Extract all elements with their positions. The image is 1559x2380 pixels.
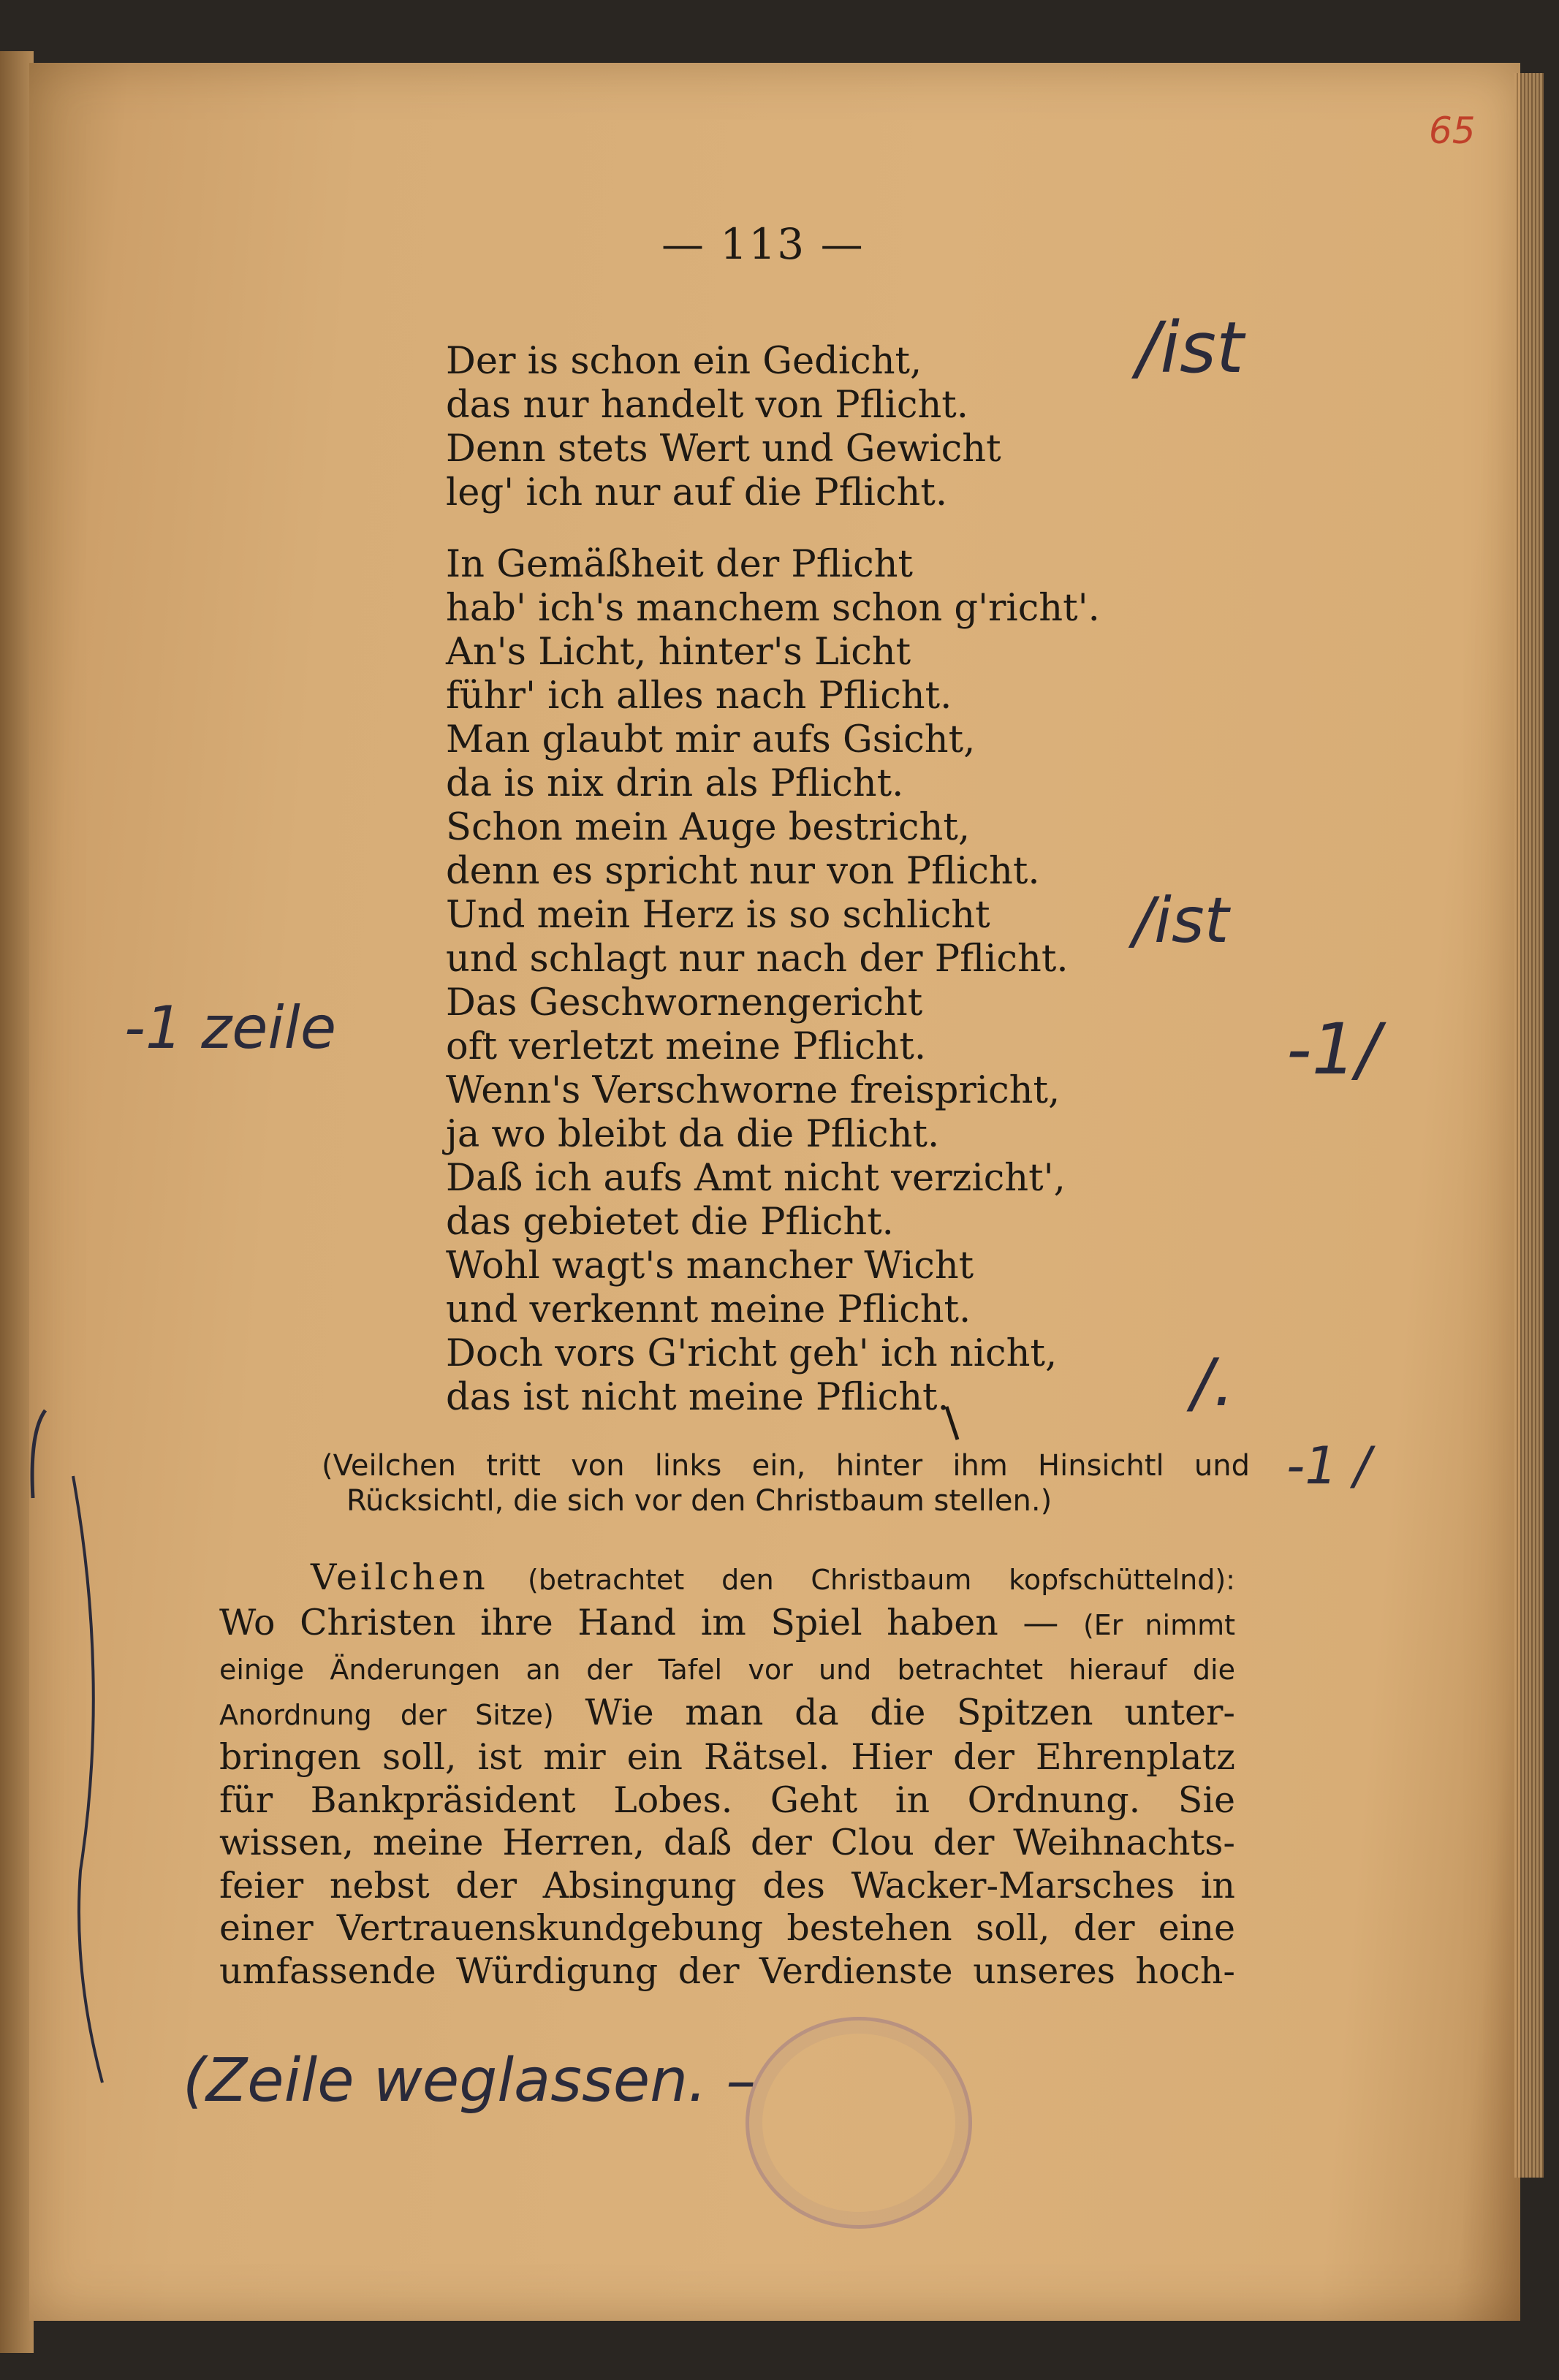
page-edges — [1514, 73, 1544, 2178]
stage-direction-inline: Anordnung der Sitze) — [219, 1698, 554, 1731]
poem-line: und verkennt meine Pflicht. — [446, 1288, 971, 1331]
poem-line: Daß ich aufs Amt nicht verzicht', — [446, 1157, 1066, 1200]
handwritten-note-period: /. — [1191, 1345, 1234, 1421]
poem-line: Wohl wagt's mancher Wicht — [446, 1244, 974, 1288]
handwritten-note-bottom: (Zeile weglassen. – — [183, 2046, 756, 2115]
speech-text: Wie man da die Spitzen unter- — [585, 1691, 1235, 1733]
stage-direction-line: (Veilchen tritt von links ein, hinter ihm Hinsichtl und — [322, 1449, 1250, 1483]
poem-line: Man glaubt mir aufs Gsicht, — [446, 718, 976, 761]
prose-line: umfassende Würdigung der Verdienste unseres hoch- — [219, 1950, 1235, 1992]
poem-line: das gebietet die Pflicht. — [446, 1201, 894, 1244]
poem-line: Denn stets Wert und Gewicht — [446, 427, 1001, 471]
poem-line: leg' ich nur auf die Pflicht. — [446, 471, 948, 514]
prose-line — [219, 1556, 1235, 1602]
poem-line: Wenn's Verschworne freispricht, — [446, 1069, 1061, 1112]
stage-direction-line: Rücksichtl, die sich vor den Christbaum stellen.) — [346, 1484, 1052, 1518]
poem-line: da is nix drin als Pflicht. — [446, 762, 904, 805]
poem-line: Der is schon ein Gedicht, — [446, 340, 922, 383]
stage-direction — [322, 1448, 1250, 1518]
poem-line: das nur handelt von Pflicht. — [446, 384, 968, 427]
page-number: — 113 — — [661, 219, 865, 269]
poem-stanza-2 — [446, 543, 1286, 1420]
prose-line — [219, 1602, 1235, 1647]
poem-line: und schlagt nur nach der Pflicht. — [446, 938, 1069, 981]
handwritten-note-correction: -1 / — [1286, 1436, 1371, 1496]
speaker-name: Veilchen — [311, 1556, 488, 1598]
poem-line: Das Geschwornengericht — [446, 981, 923, 1024]
poem-line: denn es spricht nur von Pflicht. — [446, 850, 1040, 893]
library-stamp — [746, 2017, 972, 2229]
handwritten-note-ist: /ist — [1137, 307, 1244, 389]
handwritten-note-correction: -1/ — [1286, 1008, 1381, 1090]
poem-line: Schon mein Auge bestricht, — [446, 806, 971, 849]
handwritten-note-ist: /ist — [1133, 884, 1229, 957]
poem-line: ja wo bleibt da die Pflicht. — [446, 1113, 940, 1156]
poem-line: oft verletzt meine Pflicht. — [446, 1025, 927, 1068]
folio-number: 65 — [1429, 110, 1476, 152]
handwritten-note-zeile: -1 zeile — [124, 994, 337, 1062]
prose-line: für Bankpräsident Lobes. Geht in Ordnung. Sie — [219, 1779, 1235, 1821]
stage-direction-inline: (Er nimmt — [1082, 1608, 1236, 1641]
prose-line: feier nebst der Absingung des Wacker-Marsches in — [219, 1864, 1235, 1906]
poem-line: An's Licht, hinter's Licht — [446, 631, 911, 674]
poem-line: führ' ich alles nach Pflicht. — [446, 674, 952, 718]
speech-text: Wo Christen ihre Hand im Spiel haben — — [219, 1601, 1059, 1643]
prose-line: bringen soll, ist mir ein Rätsel. Hier der Ehrenplatz — [219, 1736, 1235, 1778]
prose-line: wissen, meine Herren, daß der Clou der Weihnachts- — [219, 1822, 1235, 1863]
prose-line: einer Vertrauenskundgebung bestehen soll, der eine — [219, 1907, 1235, 1949]
poem-line: das ist nicht meine Pflicht. — [446, 1376, 949, 1419]
prose-line — [219, 1692, 1235, 1737]
stage-direction-inline: einige Änderungen an der Tafel vor und betrachtet hierauf die — [219, 1654, 1235, 1686]
poem-line: Doch vors G'richt geh' ich nicht, — [446, 1332, 1058, 1375]
stage-direction-inline: (betrachtet den Christbaum kopfschüttelnd): — [528, 1564, 1235, 1596]
prose-line — [219, 1646, 1235, 1692]
poem-line: hab' ich's manchem schon g'richt'. — [446, 587, 1100, 630]
prose-speech — [219, 1556, 1235, 1993]
poem-line: In Gemäßheit der Pflicht — [446, 543, 913, 586]
poem-line: Und mein Herz is so schlicht — [446, 894, 990, 937]
poem — [446, 340, 1286, 1420]
